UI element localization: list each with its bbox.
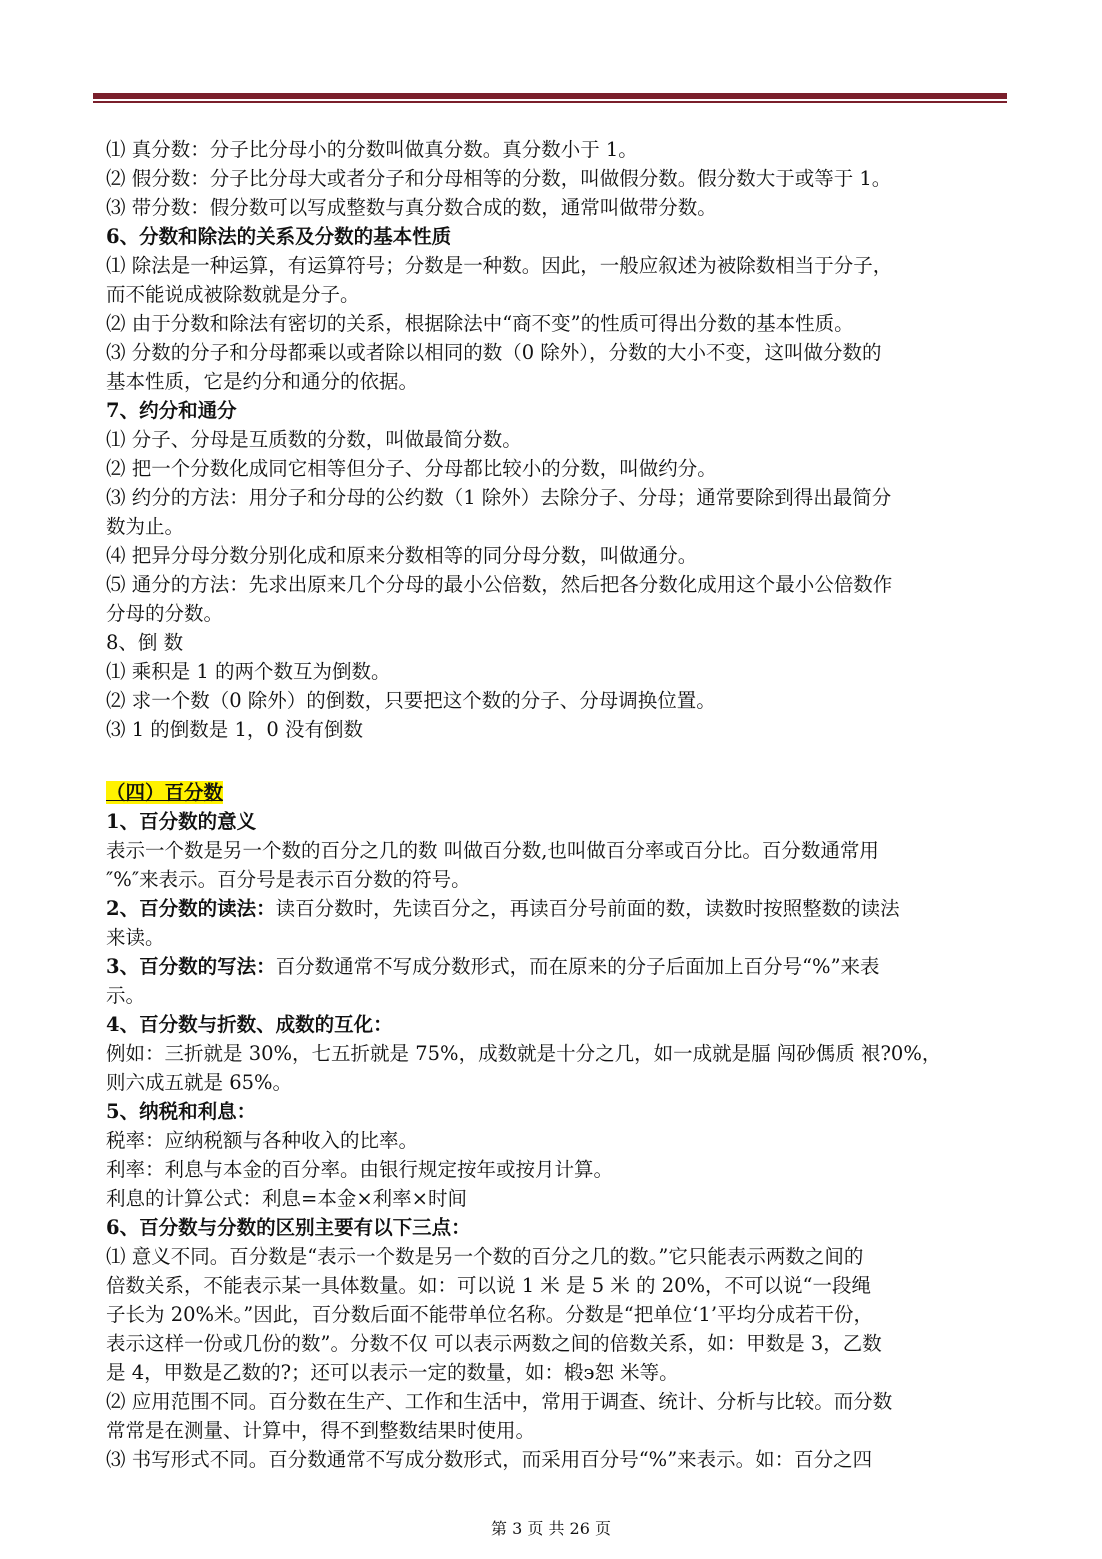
text-line: 常常是在测量、计算中，得不到整数结果时使用。 [106,1419,536,1442]
header-rule [93,93,1007,103]
text-line: ⑴ 真分数：分子比分母小的分数叫做真分数。真分数小于 1。 [106,138,638,161]
inline-heading: 3、百分数的写法： [106,955,276,978]
header-rule-thin [93,101,1007,103]
text-line: 示。 [106,984,146,1007]
section-heading: 6、分数和除法的关系及分数的基本性质 [106,225,452,248]
document-body [106,135,1002,1474]
text-line: ⑵ 应用范围不同。百分数在生产、工作和生活中，常用于调查、统计、分析与比较。而分数 [106,1390,893,1413]
section-heading: 8、倒 数 [106,631,184,654]
text-line: 分母的分数。 [106,602,224,625]
inline-text: 百分数通常不写成分数形式，而在原来的分子后面加上百分号“%”来表 [275,955,880,978]
text-line: ″%″来表示。百分号是表示百分数的符号。 [106,868,471,891]
text-line: 利息的计算公式：利息=本金×利率×时间 [106,1187,468,1210]
text-line: 子长为 20%米。”因此，百分数后面不能带单位名称。分数是“把单位‘1’平均分成若干份， [106,1303,874,1326]
text-line: 基本性质，它是约分和通分的依据。 [106,370,419,393]
section-heading: 6、百分数与分数的区别主要有以下三点： [106,1216,471,1239]
text-line: 而不能说成被除数就是分子。 [106,283,360,306]
text-line: ⑵ 由于分数和除法有密切的关系，根据除法中“商不变”的性质可得出分数的基本性质。 [106,312,854,335]
text-line: ⑷ 把异分母分数分别化成和原来分数相等的同分母分数，叫做通分。 [106,544,698,567]
inline-text: 读百分数时，先读百分之，再读百分号前面的数，读数时按照整数的读法 [275,897,900,920]
text-line: ⑴ 意义不同。百分数是“表示一个数是另一个数的百分之几的数。”它只能表示两数之间的 [106,1245,864,1268]
text-line: 表示这样一份或几份的数”。分数不仅 可以表示两数之间的倍数关系，如：甲数是 3，乙数 [106,1332,882,1355]
page-footer: 第 3 页 共 26 页 [491,1519,611,1538]
section-heading: 4、百分数与折数、成数的互化： [106,1013,393,1036]
text-line: 倍数关系，不能表示某一具体数量。如：可以说 1 米 是 5 米 的 20%，不可以说“一段绳 [106,1274,872,1297]
text-line: ⑵ 把一个分数化成同它相等但分子、分母都比较小的分数，叫做约分。 [106,457,717,480]
text-line: 利率：利息与本金的百分率。由银行规定按年或按月计算。 [106,1158,614,1181]
text-line: ⑵ 求一个数（0 除外）的倒数，只要把这个数的分子、分母调换位置。 [106,689,716,712]
text-line: ⑵ 假分数：分子比分母大或者分子和分母相等的分数，叫做假分数。假分数大于或等于 1。 [106,167,892,190]
text-line: ⑴ 乘积是 1 的两个数互为倒数。 [106,660,391,683]
text-line: ⑶ 约分的方法：用分子和分母的公约数（1 除外）去除分子、分母；通常要除到得出最简分 [106,486,892,509]
text-line: 来读。 [106,926,165,949]
section-heading: 7、约分和通分 [106,399,237,422]
inline-heading: 2、百分数的读法： [106,897,276,920]
text-line: 税率：应纳税额与各种收入的比率。 [106,1129,419,1152]
text-line: ⑶ 带分数：假分数可以写成整数与真分数合成的数，通常叫做带分数。 [106,196,717,219]
text-line: 表示一个数是另一个数的百分之几的数 叫做百分数,也叫做百分率或百分比。百分数通常用 [106,839,879,862]
text-line: ⑶ 分数的分子和分母都乘以或者除以相同的数（0 除外），分数的大小不变，这叫做分数的 [106,341,882,364]
text-line: 例如：三折就是 30%，七五折就是 75%，成数就是十分之几，如一成就是腷 闯砂傌质 裉?0%， [106,1042,942,1065]
text-line: ⑸ 通分的方法：先求出原来几个分母的最小公倍数，然后把各分数化成用这个最小公倍数作 [106,573,893,596]
text-line: ⑶ 1 的倒数是 1，0 没有倒数 [106,718,364,741]
text-line: 数为止。 [106,515,185,538]
text-line: ⑶ 书写形式不同。百分数通常不写成分数形式，而采用百分号“%”来表示。如：百分之四 [106,1448,873,1471]
text-line: 是 4，甲数是乙数的?；还可以表示一定的数量，如：椴϶恕 米等。 [106,1361,679,1384]
section-heading: 5、纳税和利息： [106,1100,257,1123]
text-line: ⑴ 分子、分母是互质数的分数，叫做最简分数。 [106,428,522,451]
section-heading: 1、百分数的意义 [106,810,257,833]
text-line: 则六成五就是 65%。 [106,1071,293,1094]
chapter-heading-highlighted: （四）百分数 [106,781,224,804]
text-line: ⑴ 除法是一种运算，有运算符号；分数是一种数。因此，一般应叙述为被除数相当于分子， [106,254,893,277]
